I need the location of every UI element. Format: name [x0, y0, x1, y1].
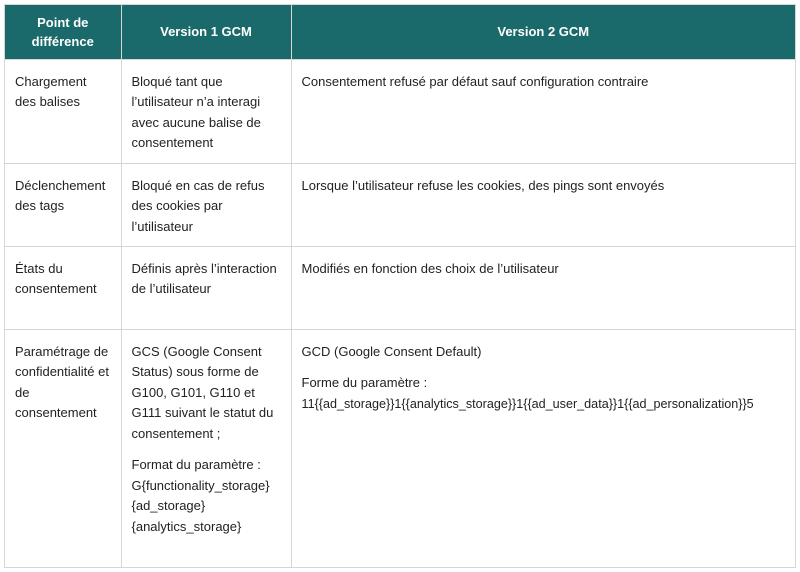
- header-point-de-difference: Point de différence: [5, 5, 121, 59]
- table-row: [5, 246, 795, 329]
- parameter-format-code: 11{{ad_storage}}1{{analytics_storage}}1{{ad_user_data}}1{{ad_personalization}}5: [301, 396, 754, 411]
- version-2-cell: [291, 163, 795, 246]
- comparison-table-container: [4, 4, 796, 568]
- row-label: États du consentement: [5, 246, 121, 329]
- cell-text: GCD (Google Consent Default): [301, 343, 482, 359]
- version-2-cell: [291, 246, 795, 329]
- cell-text: Bloqué tant que l’utilisateur n’a interagi avec aucune balise de consentement: [131, 73, 261, 150]
- table-header: [5, 5, 795, 59]
- gcm-comparison-table: [5, 5, 795, 567]
- cell-text: Modifiés en fonction des choix de l’utilisateur: [301, 260, 559, 276]
- header-row: [5, 5, 795, 59]
- header-version-1: Version 1 GCM: [121, 5, 291, 59]
- version-1-cell: [121, 246, 291, 329]
- version-1-cell: [121, 59, 291, 163]
- version-2-cell: [291, 329, 795, 567]
- cell-text-label: Forme du paramètre :: [301, 375, 428, 390]
- cell-text: Lorsque l’utilisateur refuse les cookies, des pings sont envoyés: [301, 177, 665, 193]
- row-label: Paramétrage de confidentialité et de consentement: [5, 329, 121, 567]
- table-row: [5, 163, 795, 246]
- cell-text: Format du paramètre : G{functionality_storage}{ad_storage}{analytics_storage}: [131, 457, 270, 534]
- header-version-2: Version 2 GCM: [291, 5, 795, 59]
- version-1-cell: [121, 163, 291, 246]
- table-body: [5, 59, 795, 567]
- row-label: Déclenchement des tags: [5, 163, 121, 246]
- cell-text: Définis après l’interaction de l’utilisateur: [131, 260, 277, 296]
- version-1-cell: [121, 329, 291, 567]
- version-2-cell: [291, 59, 795, 163]
- table-row: [5, 59, 795, 163]
- cell-text: Consentement refusé par défaut sauf configuration contraire: [301, 73, 649, 89]
- cell-text: GCS (Google Consent Status) sous forme de G100, G101, G110 et G111 suivant le statut du consentement ;: [131, 343, 274, 441]
- row-label: Chargement des balises: [5, 59, 121, 163]
- table-row: [5, 329, 795, 567]
- cell-text: Bloqué en cas de refus des cookies par l’utilisateur: [131, 177, 265, 234]
